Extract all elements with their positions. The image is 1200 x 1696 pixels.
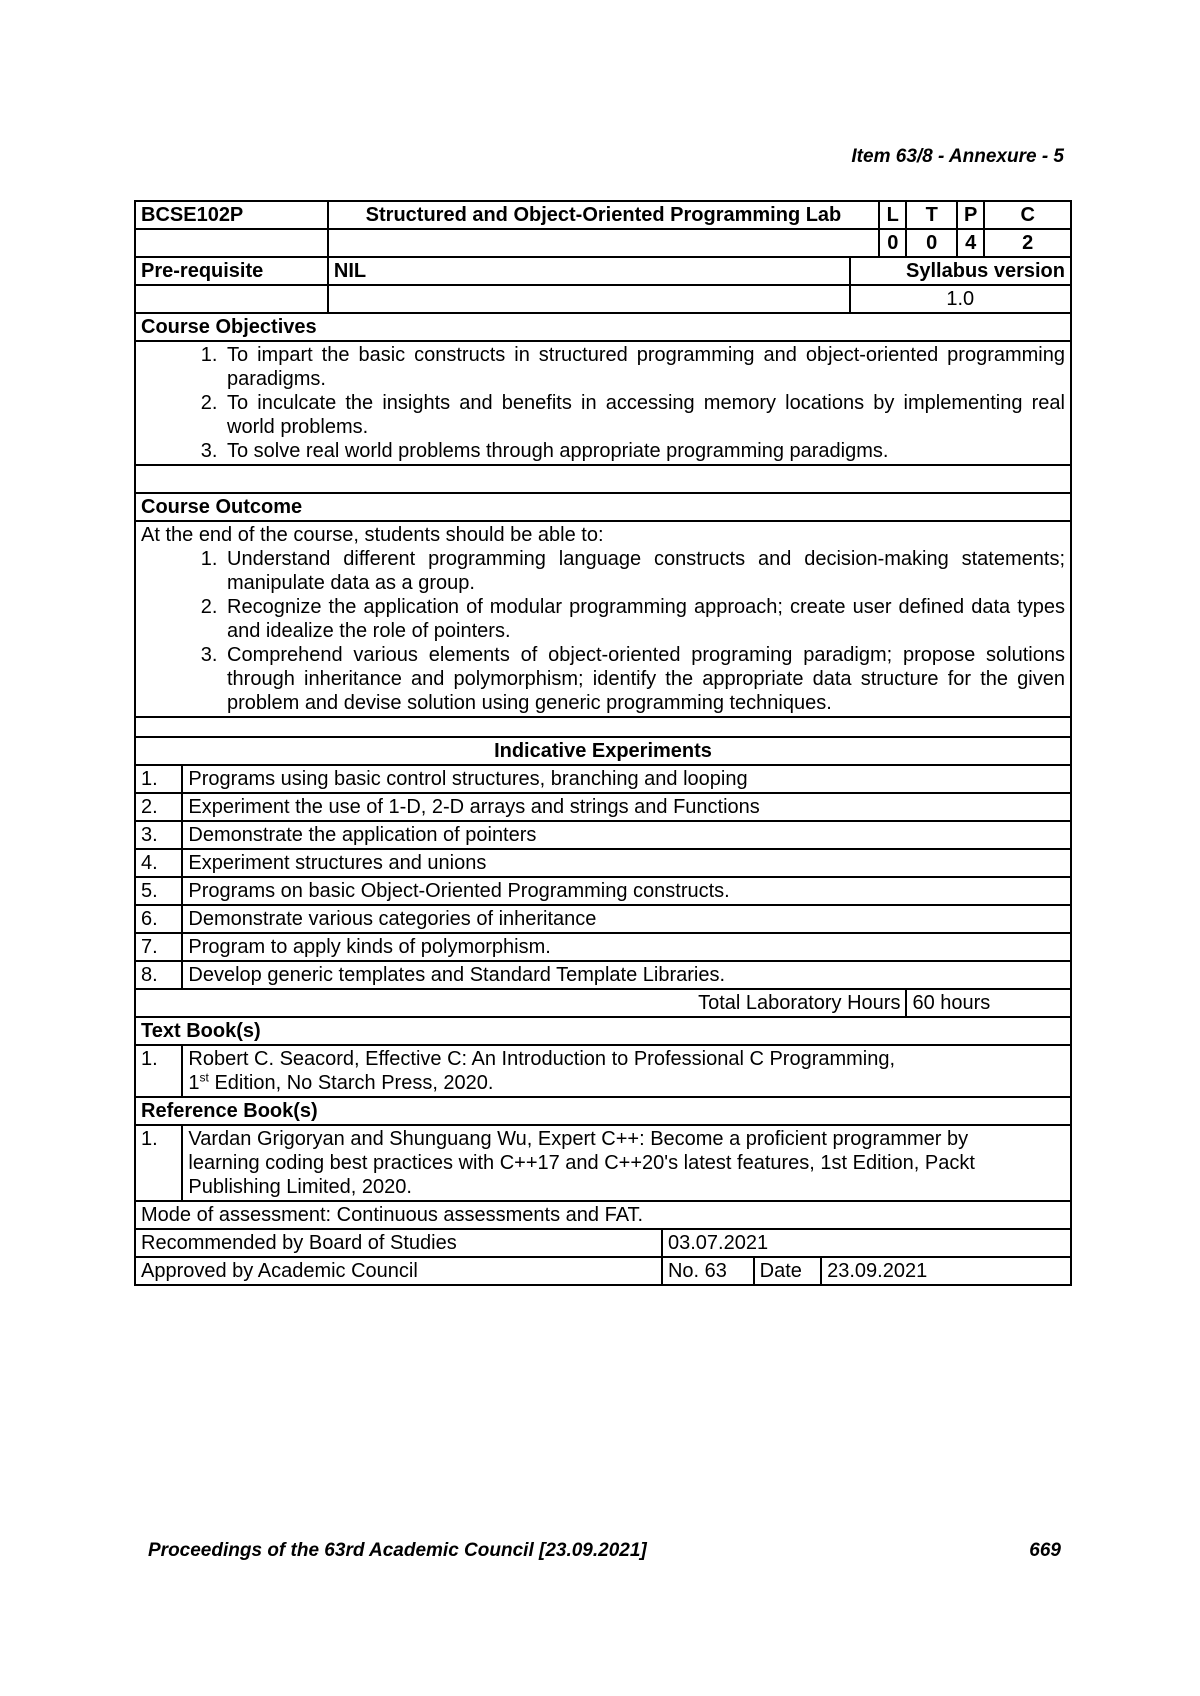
textbook-citation bbox=[182, 1045, 1071, 1097]
experiment-text: Demonstrate the application of pointers bbox=[182, 821, 1071, 849]
objective-item: 1. To impart the basic constructs in structured programming and object-oriented programming paradigms. bbox=[223, 343, 1065, 391]
experiment-number: 7. bbox=[135, 933, 182, 961]
ltpc-label-p: P bbox=[957, 201, 984, 229]
experiment-text: Program to apply kinds of polymorphism. bbox=[182, 933, 1071, 961]
footer-proceedings: Proceedings of the 63rd Academic Council [23.09.2021] bbox=[148, 1540, 647, 1561]
textbook-line-1: Robert C. Seacord, Effective C: An Introduction to Professional C Programming, bbox=[188, 1048, 896, 1070]
experiment-row bbox=[135, 961, 1071, 989]
ltpc-value-l: 0 bbox=[879, 229, 906, 257]
course-title: Structured and Object-Oriented Programming Lab bbox=[328, 201, 879, 229]
references-heading: Reference Book(s) bbox=[135, 1097, 1071, 1125]
page-number: 669 bbox=[1029, 1540, 1061, 1561]
experiment-number: 3. bbox=[135, 821, 182, 849]
reference-row bbox=[135, 1125, 1071, 1201]
board-date: 03.07.2021 bbox=[662, 1229, 1071, 1257]
objectives-list bbox=[141, 343, 1065, 463]
experiment-text: Develop generic templates and Standard Template Libraries. bbox=[182, 961, 1071, 989]
syllabus-version-value: 1.0 bbox=[850, 285, 1071, 313]
experiment-row bbox=[135, 877, 1071, 905]
experiment-text: Programs on basic Object-Oriented Programming constructs. bbox=[182, 877, 1071, 905]
council-number: No. 63 bbox=[662, 1257, 754, 1285]
experiment-number: 8. bbox=[135, 961, 182, 989]
experiment-text: Experiment the use of 1-D, 2-D arrays and strings and Functions bbox=[182, 793, 1071, 821]
ltpc-value-c: 2 bbox=[984, 229, 1071, 257]
ltpc-label-t: T bbox=[906, 201, 957, 229]
textbook-row bbox=[135, 1045, 1071, 1097]
assessment-mode: Mode of assessment: Continuous assessments and FAT. bbox=[135, 1201, 1071, 1229]
date-label: Date bbox=[754, 1257, 821, 1285]
course-code: BCSE102P bbox=[135, 201, 328, 229]
outcome-list bbox=[141, 547, 1065, 715]
total-hours-value: 60 hours bbox=[906, 989, 1071, 1017]
annexure-note: Item 63/8 - Annexure - 5 bbox=[851, 146, 1064, 167]
objectives-list-cell bbox=[135, 341, 1071, 465]
experiment-number: 6. bbox=[135, 905, 182, 933]
ltpc-value-p: 4 bbox=[957, 229, 984, 257]
experiment-row bbox=[135, 905, 1071, 933]
syllabus-table bbox=[134, 200, 1072, 1286]
outcome-item: 3. Comprehend various elements of object-oriented programing paradigm; propose solutions through inheritance and polymorphism; identify the appropriate data structure for the given problem and devise solution using generic programming techniques. bbox=[223, 643, 1065, 715]
outcome-intro: At the end of the course, students should be able to: bbox=[141, 524, 604, 546]
syllabus-version-label: Syllabus version bbox=[850, 257, 1071, 285]
experiment-row bbox=[135, 793, 1071, 821]
ltpc-value-t: 0 bbox=[906, 229, 957, 257]
outcome-item: 1. Understand different programming language constructs and decision-making statements; manipulate data as a group. bbox=[223, 547, 1065, 595]
ltpc-label-c: C bbox=[984, 201, 1071, 229]
experiments-heading: Indicative Experiments bbox=[135, 737, 1071, 765]
objective-item: 3. To solve real world problems through appropriate programming paradigms. bbox=[223, 439, 1065, 463]
prereq-value: NIL bbox=[328, 257, 850, 285]
reference-number: 1. bbox=[135, 1125, 182, 1201]
experiment-row bbox=[135, 849, 1071, 877]
council-date: 23.09.2021 bbox=[821, 1257, 1071, 1285]
experiment-number: 4. bbox=[135, 849, 182, 877]
experiment-row bbox=[135, 933, 1071, 961]
experiment-number: 5. bbox=[135, 877, 182, 905]
outcome-item: 2. Recognize the application of modular programming approach; create user defined data types and idealize the role of pointers. bbox=[223, 595, 1065, 643]
outcome-heading: Course Outcome bbox=[135, 493, 1071, 521]
council-label: Approved by Academic Council bbox=[135, 1257, 662, 1285]
experiment-text: Programs using basic control structures, branching and looping bbox=[182, 765, 1071, 793]
outcome-cell bbox=[135, 521, 1071, 717]
experiment-number: 1. bbox=[135, 765, 182, 793]
board-label: Recommended by Board of Studies bbox=[135, 1229, 662, 1257]
experiment-row bbox=[135, 821, 1071, 849]
experiment-row bbox=[135, 765, 1071, 793]
objective-item: 2. To inculcate the insights and benefits in accessing memory locations by implementing real world problems. bbox=[223, 391, 1065, 439]
page-footer bbox=[148, 1540, 1061, 1562]
reference-citation: Vardan Grigoryan and Shunguang Wu, Expert C++: Become a proficient programmer by learning coding best practices with C++17 and C++20's latest features, 1st Edition, Packt Publishing Limited, 2020. bbox=[182, 1125, 1071, 1201]
total-hours-label: Total Laboratory Hours bbox=[135, 989, 906, 1017]
experiment-number: 2. bbox=[135, 793, 182, 821]
experiment-text: Experiment structures and unions bbox=[182, 849, 1071, 877]
ltpc-label-l: L bbox=[879, 201, 906, 229]
textbooks-heading: Text Book(s) bbox=[135, 1017, 1071, 1045]
textbook-line-2: 1st Edition, No Starch Press, 2020. bbox=[188, 1070, 494, 1094]
objectives-heading: Course Objectives bbox=[135, 313, 1071, 341]
prereq-label: Pre-requisite bbox=[135, 257, 328, 285]
experiment-text: Demonstrate various categories of inheritance bbox=[182, 905, 1071, 933]
textbook-number: 1. bbox=[135, 1045, 182, 1097]
